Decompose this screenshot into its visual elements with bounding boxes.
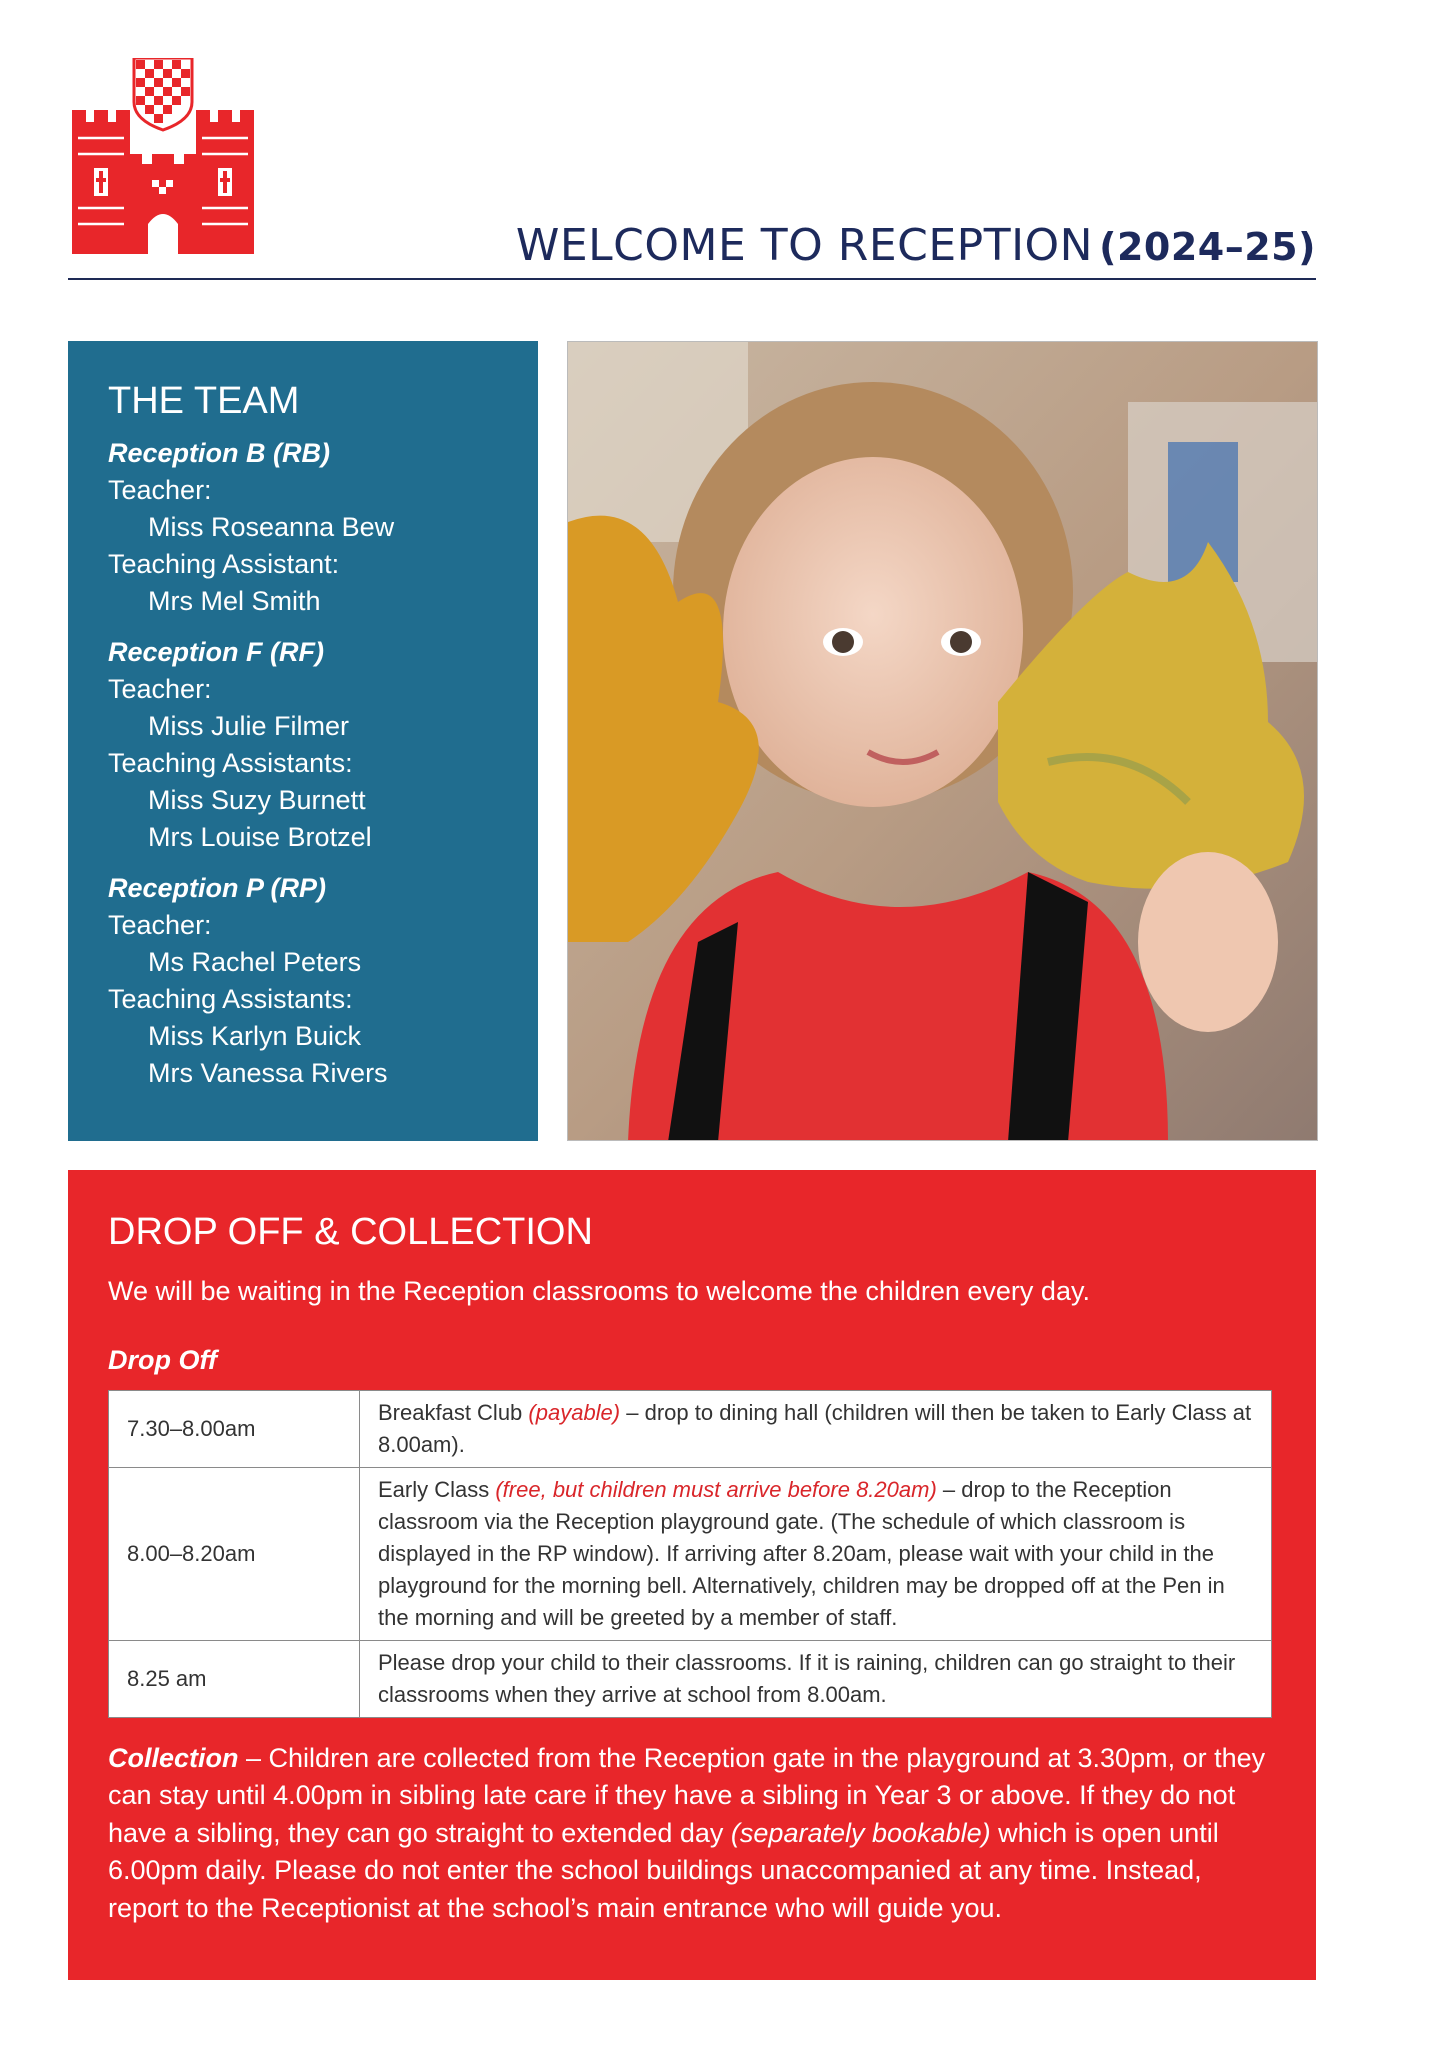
schedule-text: – drop to dining hall (children will then be taken to Early Class at 8.00am). [378, 1399, 1252, 1457]
drop-off-collection-panel [68, 1170, 1316, 1980]
schedule-description [360, 1390, 1272, 1467]
page-title-text: WELCOME TO RECEPTION [515, 220, 1094, 271]
class-block-rb [108, 435, 538, 620]
schedule-time: 8.25 am [109, 1640, 360, 1717]
collection-text: – Children are collected from the Reception gate in the playground at 3.30pm, or they can stay until 4.00pm in sibling late care if they have a sibling in Year 3 or above. If they do not have a sibling, they can go straight to extended day [108, 1742, 1266, 1848]
class-name: Reception F (RF) [108, 636, 324, 667]
page-title-year: (2024–25) [1099, 225, 1316, 269]
class-block-rp [108, 870, 538, 1092]
schedule-time: 8.00–8.20am [109, 1467, 360, 1640]
schedule-description [360, 1640, 1272, 1717]
schedule-text: – drop to the Reception classroom via the Reception playground gate. (The schedule of which classroom is displayed in the RP window). If arriving after 8.20am, please wait with your child in the playground for the morning bell. Alternatively, children may be dropped off at the Pen in the morning and will be greeted by a member of staff. [378, 1476, 1225, 1630]
role-label: Teacher: [108, 673, 212, 704]
drop-heading: DROP OFF & COLLECTION [108, 1211, 593, 1253]
class-block-rf [108, 634, 538, 856]
schedule-text: Early Class [378, 1476, 496, 1502]
schedule-text: Please drop your child to their classrooms. If it is raining, children can go straight to their classrooms when they arrive at school from 8.00am. [378, 1649, 1236, 1707]
drop-intro: We will be waiting in the Reception classrooms to welcome the children every day. [108, 1275, 1090, 1306]
drop-off-schedule-table [108, 1390, 1272, 1718]
collection-text: which is open until 6.00pm daily. Please do not enter the school buildings unaccompanied at any time. Instead, report to the Receptionist at the school’s main entrance who will guide you. [108, 1817, 1219, 1923]
staff-name: Miss Roseanna Bew [148, 511, 395, 542]
staff-name: Mrs Vanessa Rivers [148, 1057, 388, 1088]
staff-name: Ms Rachel Peters [148, 946, 362, 977]
role-label: Teaching Assistants: [108, 983, 353, 1014]
page-title [515, 220, 1316, 271]
role-label: Teaching Assistants: [108, 747, 353, 778]
table-row [109, 1640, 1272, 1717]
schedule-text: Breakfast Club [378, 1399, 529, 1425]
schedule-description [360, 1467, 1272, 1640]
staff-name: Mrs Louise Brotzel [148, 821, 372, 852]
staff-name: Mrs Mel Smith [148, 585, 321, 616]
team-heading: THE TEAM [108, 380, 300, 422]
schedule-note: (payable) [528, 1399, 621, 1425]
team-panel [68, 341, 538, 1141]
staff-name: Miss Suzy Burnett [148, 784, 366, 815]
collection-paragraph [108, 1740, 1276, 1928]
table-row [109, 1467, 1272, 1640]
role-label: Teaching Assistant: [108, 548, 340, 579]
collection-label: Collection [108, 1742, 239, 1773]
title-bar [68, 206, 1316, 280]
schedule-note: (free, but children must arrive before 8.20am) [495, 1476, 937, 1502]
staff-name: Miss Karlyn Buick [148, 1020, 362, 1051]
child-photo [567, 341, 1318, 1141]
role-label: Teacher: [108, 474, 212, 505]
table-row [109, 1390, 1272, 1467]
drop-off-label: Drop Off [108, 1344, 217, 1375]
collection-note: (separately bookable) [730, 1817, 991, 1848]
class-name: Reception B (RB) [108, 437, 330, 468]
role-label: Teacher: [108, 909, 212, 940]
schedule-time: 7.30–8.00am [109, 1390, 360, 1467]
class-name: Reception P (RP) [108, 872, 327, 903]
staff-name: Miss Julie Filmer [148, 710, 350, 741]
